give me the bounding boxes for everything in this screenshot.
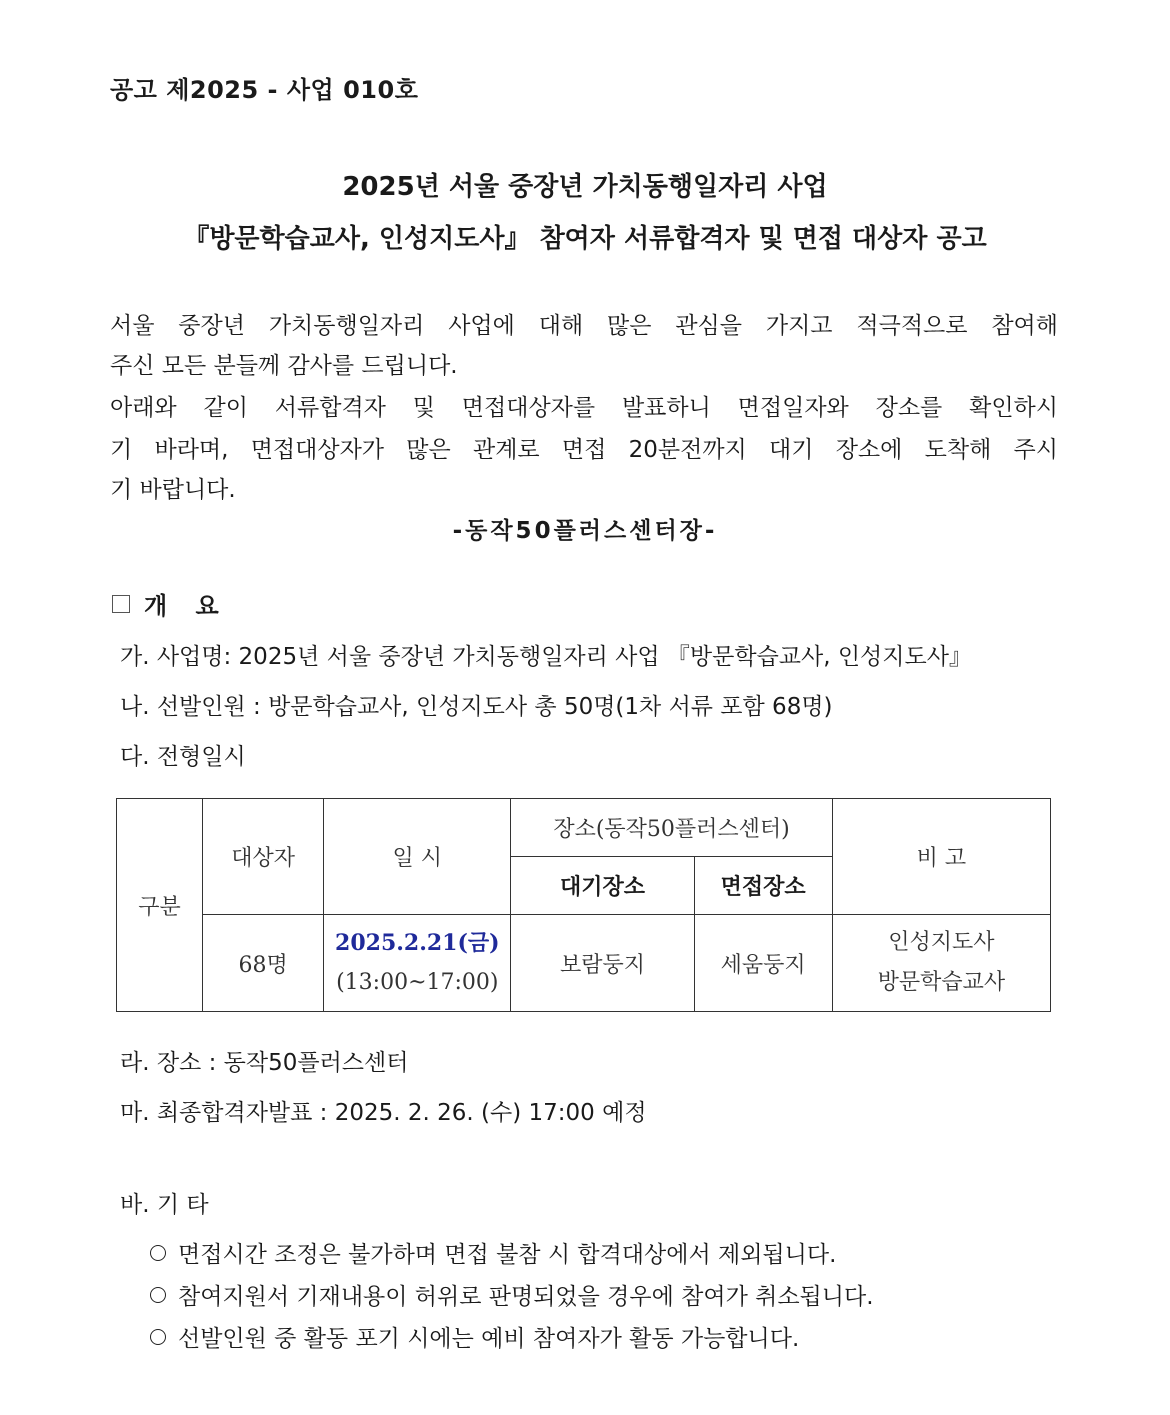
etc-note-text: 선발인원 중 활동 포기 시에는 예비 참여자가 활동 가능합니다. [178,1326,800,1352]
overview-item-final-announcement: 마. 최종합격자발표 : 2025. 2. 26. (수) 17:00 예정 [120,1100,647,1126]
header-note: 비 고 [832,799,1050,915]
interview-time: (13:00~17:00) [336,970,499,995]
cell-datetime [324,915,511,1012]
overview-item-schedule-label: 다. 전형일시 [120,744,246,770]
cell-target: 68명 [203,915,324,1012]
etc-note-item [150,1320,799,1353]
notice-number: 공고 제2025 - 사업 010호 [110,76,419,104]
table-row [117,915,1051,1012]
intro-paragraph-line: 기 바라며, 면접대상자가 많은 관계로 면접 20분전까지 대기 장소에 도착해 주시 [110,437,1058,463]
header-category: 구분 [117,799,203,1012]
document-title-line-1: 2025년 서울 중장년 가치동행일자리 사업 [342,172,828,202]
overview-item-business-name: 가. 사업명: 2025년 서울 중장년 가치동행일자리 사업 『방문학습교사, 인성지도사』 [120,644,972,670]
overview-item-location: 라. 장소 : 동작50플러스센터 [120,1050,409,1076]
circle-bullet-icon [150,1245,166,1261]
cell-interview-place: 세움둥지 [694,915,832,1012]
cell-waiting-place: 보람둥지 [511,915,694,1012]
note-line: 방문학습교사 [877,970,1006,995]
etc-note-text: 참여지원서 기재내용이 허위로 판명되었을 경우에 참여가 취소됩니다. [178,1284,874,1310]
intro-paragraph-line: 아래와 같이 서류합격자 및 면접대상자를 발표하니 면접일자와 장소를 확인하시 [110,395,1058,421]
header-target: 대상자 [203,799,324,915]
etc-note-item [150,1278,874,1311]
note-line: 인성지도사 [888,930,995,955]
section-heading-overview [112,586,229,621]
etc-note-text: 면접시간 조정은 불가하며 면접 불참 시 합격대상에서 제외됩니다. [178,1242,837,1268]
interview-date: 2025.2.21(금) [335,930,500,956]
etc-note-item [150,1236,836,1269]
schedule-table [116,798,1051,1012]
circle-bullet-icon [150,1329,166,1345]
header-place-group: 장소(동작50플러스센터) [511,799,832,857]
signature: -동작50플러스센터장- [452,518,718,544]
document-title-line-2: 『방문학습교사, 인성지도사』 참여자 서류합격자 및 면접 대상자 공고 [183,224,987,254]
checkbox-icon [112,595,130,613]
header-waiting-place: 대기장소 [511,857,694,915]
overview-item-etc-label: 바. 기 타 [120,1192,209,1218]
circle-bullet-icon [150,1287,166,1303]
header-datetime: 일 시 [324,799,511,915]
overview-item-selection: 나. 선발인원 : 방문학습교사, 인성지도사 총 50명(1차 서류 포함 68명) [120,694,833,720]
section-heading-text: 개 요 [144,592,229,620]
intro-paragraph-line: 기 바랍니다. [110,477,236,503]
intro-paragraph-line: 서울 중장년 가치동행일자리 사업에 대해 많은 관심을 가지고 적극적으로 참여해 [110,313,1058,339]
cell-note [832,915,1050,1012]
header-interview-place: 면접장소 [694,857,832,915]
intro-paragraph-line: 주신 모든 분들께 감사를 드립니다. [110,353,458,379]
